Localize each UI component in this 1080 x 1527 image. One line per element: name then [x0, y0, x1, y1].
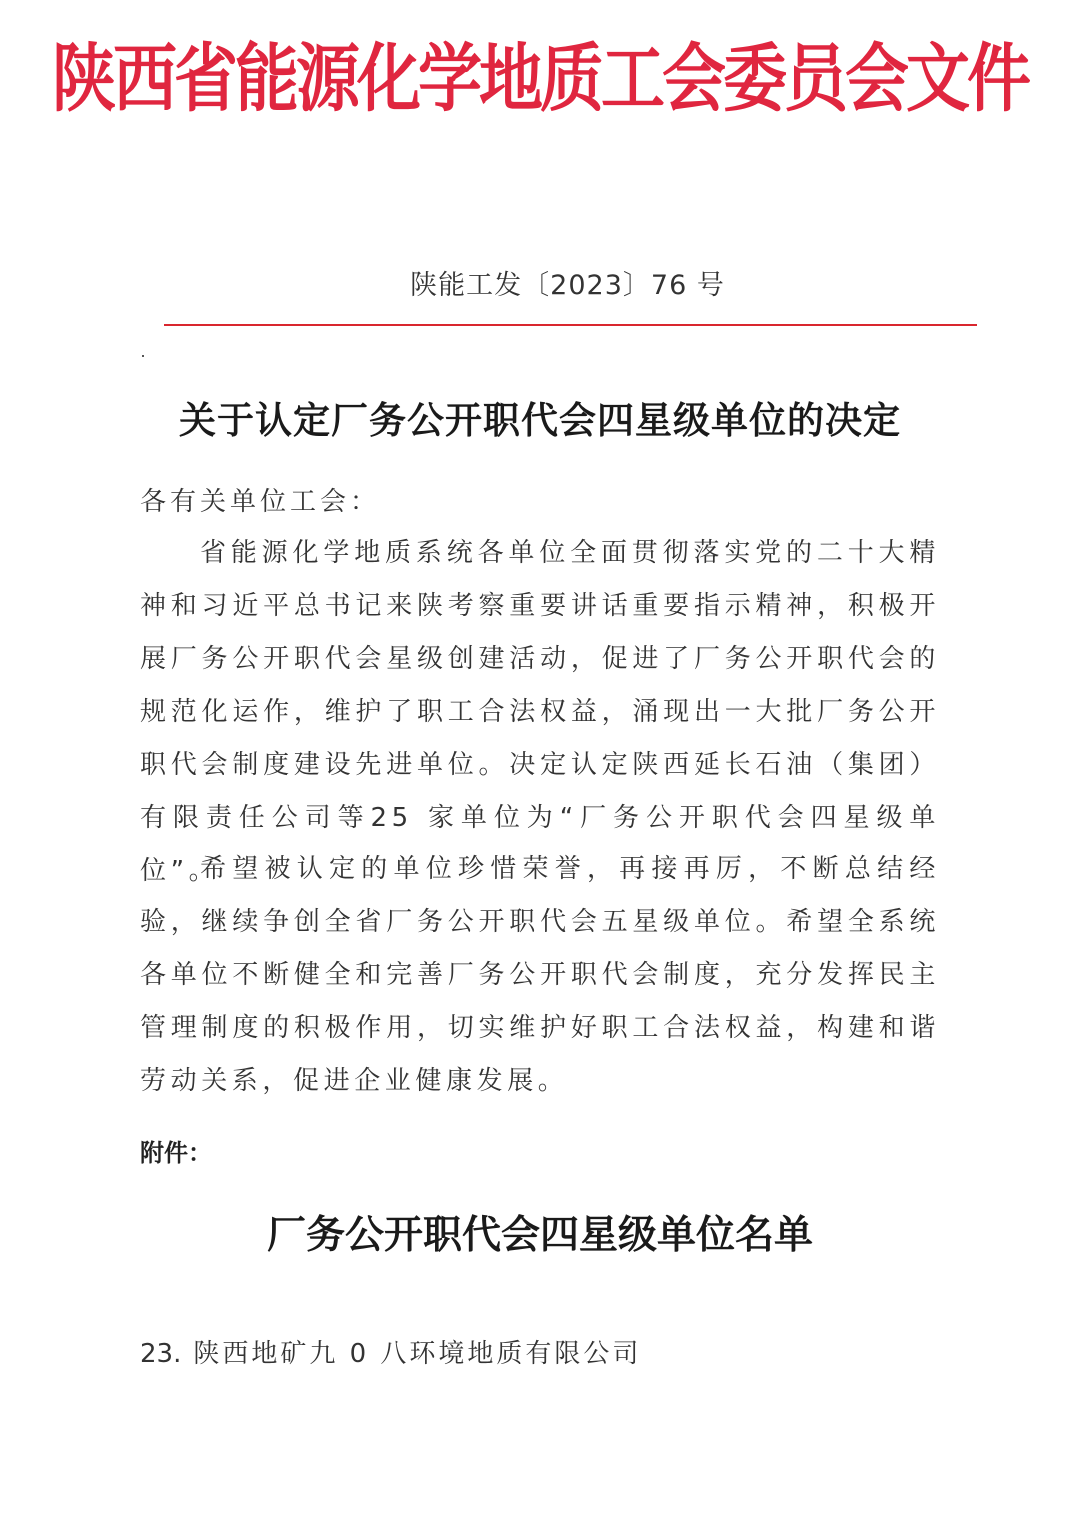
- list-item: [140, 1334, 641, 1374]
- attachment-list-title: 厂务公开职代会四星级单位名单: [266, 1212, 813, 1258]
- red-divider-line: [164, 324, 977, 326]
- document-number: 陕能工发〔2023〕76 号: [410, 270, 725, 301]
- attachment-label: 附件：: [140, 1139, 212, 1167]
- list-item-number: 23.: [140, 1339, 182, 1369]
- body-paragraph-1: 省能源化学地质系统各单位全面贯彻落实党的二十大精神和习近平总书记来陕考察重要讲话重要指示精神，积极开展厂务公开职代会星级创建活动，促进了厂务公开职代会的规范化运作，维护了职工合法权益，涌现出一大批厂务公开职代会制度建设先进单位。决定认定陕西延长石油（集团）有限责任公司等25 家单位为“厂务公开职代会四星级单位”。: [140, 538, 940, 886]
- document-title: 关于认定厂务公开职代会四星级单位的决定: [179, 398, 901, 442]
- salutation: 各有关单位工会：: [140, 487, 381, 517]
- body-paragraph-2: 希望被认定的单位珍惜荣誉，再接再厉，不断总结经验，继续争创全省厂务公开职代会五星级单位。希望全系统各单位不断健全和完善厂务公开职代会制度，充分发挥民主管理制度的积极作用，切实维护好职工合法权益，构建和谐劳动关系，促进企业健康发展。: [140, 854, 940, 1096]
- document-masthead: 陕西省能源化学地质工会委员会文件: [52, 36, 1028, 123]
- list-item-name: 陕西地矿九 0 八环境地质有限公司: [193, 1339, 642, 1369]
- scan-speck: [142, 355, 144, 357]
